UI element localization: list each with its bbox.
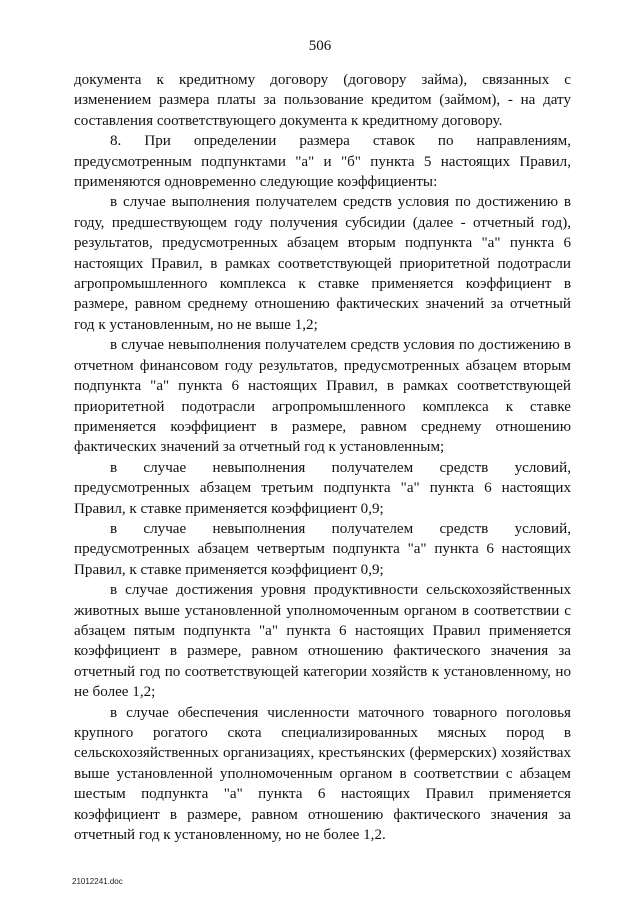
- paragraph-coefficient-fulfilled: в случае выполнения получателем средств условия по достижению в году, предшествующем году получения субсидии (далее - отчетный год), результатов, предусмотренных абзацем вторым подпункта "а" пункта 6 настоящих Правил, в рамках соответствующей приоритетной подотрасли агропромышленного комплекса к ставке применяется коэффициент в размере, равном среднему отношению фактических значений за отчетный год к установленным, но не выше 1,2;: [74, 194, 571, 333]
- paragraph-coefficient-third: в случае невыполнения получателем средств условий, предусмотренных абзацем третьим подпункта "а" пункта 6 настоящих Правил, к ставке применяется коэффициент 0,9;: [74, 459, 571, 517]
- paragraph-8: 8. При определении размера ставок по направлениям, предусмотренным подпунктами "а" и "б" пункта 5 настоящих Правил, применяются одновременно следующие коэффициенты:: [74, 133, 571, 191]
- paragraph-coefficient-not-fulfilled: в случае невыполнения получателем средств условия по достижению в отчетном финансовом году результатов, предусмотренных абзацем вторым подпункта "а" пункта 6 настоящих Правил, в рамках соответствующей приоритетной подотрасли агропромышленного комплекса к ставке применяется коэффициент в размере, равном среднему отношению фактических значений за отчетный год к установленным;: [74, 337, 571, 456]
- paragraph-coefficient-fourth: в случае невыполнения получателем средств условий, предусмотренных абзацем четвертым подпункта "а" пункта 6 настоящих Правил, к ставке применяется коэффициент 0,9;: [74, 520, 571, 578]
- footer-filename: 21012241.doc: [72, 877, 123, 886]
- page-number: 506: [308, 38, 332, 54]
- paragraph-coefficient-livestock: в случае обеспечения численности маточного товарного поголовья крупного рогатого скота специализированных мясных пород в сельскохозяйственных организациях, крестьянских (фермерских) хозяйствах выше установленной уполномоченным органом в соответствии с абзацем шестым подпункта "а" пункта 6 настоящих Правил применяется коэффициент в размере, равном отношению фактического значения за отчетный год к установленному, но не более 1,2.: [74, 704, 571, 844]
- document-body: [74, 70, 571, 845]
- paragraph-continuation: документа к кредитному договору (договору займа), связанных с изменением размера платы за пользование кредитом (займом), - на дату составления соответствующего документа к кредитному договору.: [74, 72, 571, 129]
- paragraph-coefficient-productivity: в случае достижения уровня продуктивности сельскохозяйственных животных выше установленной уполномоченным органом в соответствии с абзацем пятым подпункта "а" пункта 6 настоящих Правил применяется коэффициент в размере, равном отношению фактического значения за отчетный год по соответствующей категории хозяйств к установленному, но не более 1,2;: [74, 582, 571, 701]
